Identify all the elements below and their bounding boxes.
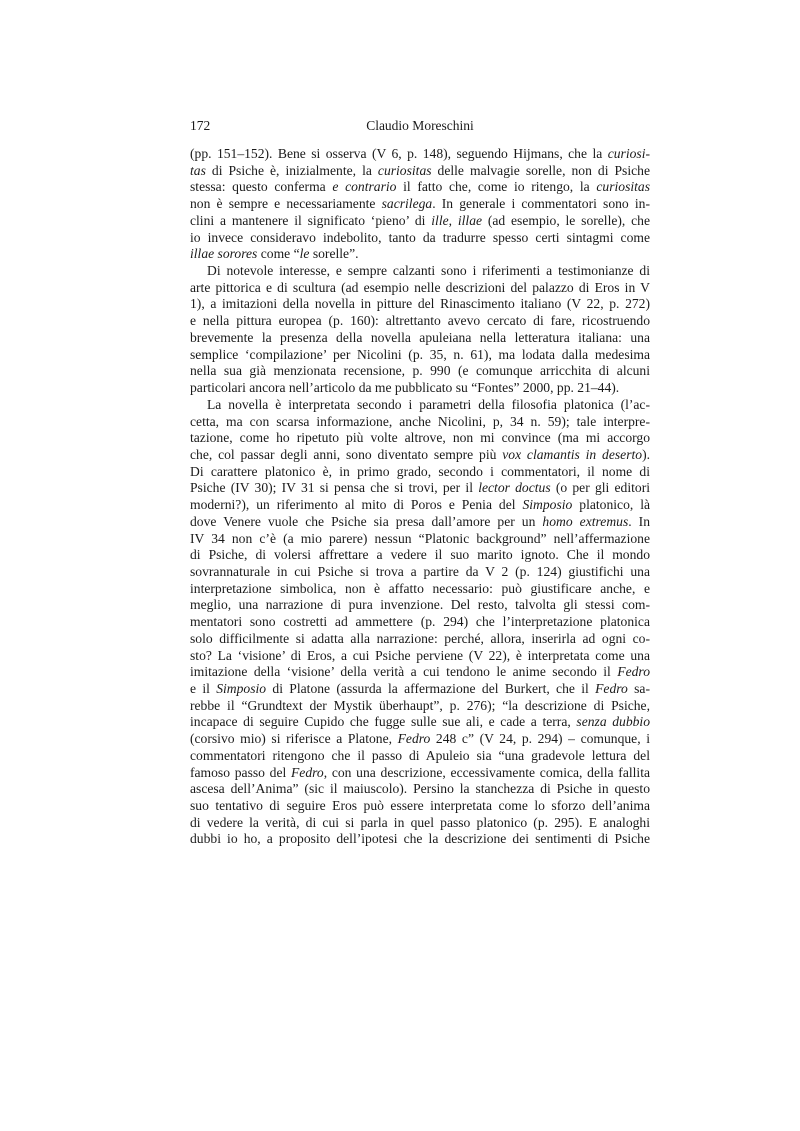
paragraph: [190, 146, 650, 263]
text-line: [190, 681, 650, 698]
italic-text: curiosi-: [607, 146, 650, 161]
italic-text: curiositas: [377, 162, 432, 178]
text-run: il fatto che, come io ritengo, la: [396, 179, 597, 195]
text-run: e il: [190, 681, 217, 696]
text-line: [190, 397, 650, 414]
text-line: [190, 313, 650, 330]
text-run: ).: [642, 446, 650, 462]
text-run: dubbi io ho, a proposito dell’ipotesi che la descrizione dei sentimenti di Psiche: [190, 831, 650, 847]
italic-text: vox clamantis in deserto: [502, 446, 643, 462]
text-run: IV 34 non c’è (a mio parere) nessun “Platonic background” nell’affermazione: [190, 530, 650, 546]
text-run: io invece consideravo indebolito, tanto da tradurre spesso certi sintagmi come: [190, 229, 650, 245]
text-line: [190, 296, 650, 313]
text-line: [190, 798, 650, 815]
italic-text: e contrario: [332, 179, 397, 195]
text-line: [190, 614, 650, 631]
italic-text: Simposio: [216, 681, 267, 696]
text-run: non è sempre e necessariamente: [190, 196, 382, 212]
text-line: [190, 480, 650, 497]
text-run: platonico, là: [572, 497, 651, 513]
text-run: stessa: questo conferma: [190, 179, 333, 195]
text-run: suo tentativo di seguire Eros può essere interpretata come lo sforzo dell’anima: [190, 798, 650, 814]
italic-text: illae sorores: [190, 246, 258, 262]
italic-text: ille: [431, 212, 449, 228]
text-run: sorelle”.: [309, 246, 359, 262]
text-line: [190, 714, 650, 731]
text-line: [190, 380, 650, 397]
text-line: [190, 631, 650, 648]
text-line: [190, 179, 650, 196]
text-run: che, col passar degli anni, sono diventato sempre più: [190, 446, 503, 462]
text-run: tazione, come ho ripetuto più volte altrove, non mi convince (ma mi accorgo: [190, 430, 650, 446]
text-run: particolari ancora nell’articolo da me pubblicato su “Fontes” 2000, pp. 21–44).: [190, 380, 620, 396]
text-line: [190, 330, 650, 347]
text-run: come “: [257, 246, 300, 262]
italic-text: sacrilega: [381, 196, 433, 212]
text-run: . In generale i commentatori sono in-: [432, 196, 650, 212]
text-line: [190, 698, 650, 715]
text-line: [190, 263, 650, 280]
text-run: sto? La ‘visione’ di Eros, a cui Psiche perviene (V 22), è interpretata come una: [190, 647, 650, 663]
text-line: [190, 246, 650, 263]
text-run: meglio, una narrazione di pura invenzione. Del resto, talvolta gli stessi com-: [190, 597, 650, 613]
italic-text: le: [299, 246, 310, 262]
text-run: , con una descrizione, eccessivamente comica, della fallita: [323, 764, 650, 780]
text-run: cetta, ma con scarsa informazione, anche Nicolini, p, 34 n. 59); tale interpre-: [190, 413, 650, 429]
text-run: di Psiche, di volersi affrettare a vedere il suo marito ignoto. Che il mondo: [190, 547, 650, 563]
italic-text: homo extremus: [542, 513, 629, 529]
text-run: delle malvagie sorelle, non di Psiche: [431, 162, 650, 178]
text-run: . In: [628, 513, 650, 529]
text-run: 248 c” (V 24, p. 294) – comunque, i: [430, 731, 650, 747]
text-line: [190, 765, 650, 782]
text-line: [190, 414, 650, 431]
text-run: famoso passo del: [190, 764, 291, 780]
text-run: Di notevole interesse, e sempre calzanti sono i riferimenti a testimonianze di: [207, 263, 650, 279]
text-line: [190, 464, 650, 481]
text-run: sovrannaturale in cui Psiche si trova a partire da V 2 (p. 124) giustifichi una: [190, 563, 650, 579]
text-run: La novella è interpretata secondo i parametri della filosofia platonica (l’ac-: [207, 396, 650, 412]
text-line: [190, 146, 650, 163]
text-run: (o per gli editori: [550, 480, 650, 496]
text-line: [190, 213, 650, 230]
text-run: incapace di seguire Cupido che fugge sulle sue ali, e cade a terra,: [190, 714, 577, 730]
running-head-author: Claudio Moreschini: [366, 118, 474, 133]
text-line: [190, 815, 650, 832]
text-run: e nella pittura europea (p. 160): altrettanto avevo cercato di fare, ricostruendo: [190, 313, 650, 329]
text-line: [190, 597, 650, 614]
text-run: (ad esempio, le sorelle), che: [482, 212, 651, 228]
italic-text: Fedro: [397, 731, 431, 747]
text-run: sa-: [627, 681, 650, 696]
text-run: imitazione della ‘visione’ della verità a cui tendono le anime secondo il: [190, 664, 618, 680]
text-run: moderni?), un riferimento al mito di Poros e Penia del: [190, 497, 523, 513]
text-line: [190, 781, 650, 798]
text-run: dove Venere vuole che Psiche sia presa dall’amore per un: [190, 513, 543, 529]
text-run: nella sua già menzionata recensione, p. 990 (e comunque arricchita di alcuni: [190, 363, 650, 379]
text-line: [190, 280, 650, 297]
running-header: [190, 118, 650, 136]
text-run: arte pittorica e di scultura (ad esempio nelle descrizioni del palazzo di Eros in V: [190, 279, 650, 295]
text-run: (pp. 151–152). Bene si osserva (V 6, p. 148), seguendo Hijmans, che la: [190, 146, 608, 161]
text-run: 1), a imitazioni della novella in pitture del Rinascimento italiano (V 22, p. 272): [190, 296, 650, 312]
text-line: [190, 497, 650, 514]
text-run: rebbe il “Grundtext der Mystik überhaupt”, p. 276); “la descrizione di Psiche,: [190, 697, 650, 713]
text-run: commentatori ritengono che il passo di Apuleio sia “una gradevole lettura del: [190, 747, 650, 763]
paragraph: [190, 263, 650, 397]
text-line: [190, 831, 650, 848]
text-line: [190, 581, 650, 598]
text-run: brevemente la presenza della novella apuleiana nella letteratura italiana: una: [190, 329, 650, 345]
body-text: [190, 146, 650, 848]
text-line: [190, 748, 650, 765]
text-run: di Platone (assurda la affermazione del Burkert, che il: [266, 681, 596, 696]
text-line: [190, 347, 650, 364]
text-run: interpretazione simbolica, non è affatto necessario: può giustificare anche, e: [190, 580, 650, 596]
text-run: ascesa dell’Anima” (sic il maiuscolo). Persino la stanchezza di Psiche in questo: [190, 781, 650, 797]
text-run: semplice ‘compilazione’ per Nicolini (p. 35, n. 61), ma lodata dalla medesima: [190, 346, 650, 362]
text-line: [190, 664, 650, 681]
text-run: ,: [448, 212, 458, 228]
text-line: [190, 163, 650, 180]
text-run: clini a mantenere il significato ‘pieno’ di: [190, 212, 432, 228]
text-run: Psiche (IV 30); IV 31 si pensa che si trovi, per il: [190, 480, 479, 496]
italic-text: Fedro: [617, 664, 650, 680]
text-line: [190, 731, 650, 748]
text-run: mentatori sono costretti ad ammettere (p. 294) che l’interpretazione platonica: [190, 614, 650, 630]
text-line: [190, 447, 650, 464]
paragraph: [190, 397, 650, 848]
text-line: [190, 648, 650, 665]
italic-text: senza dubbio: [576, 714, 651, 730]
text-line: [190, 196, 650, 213]
text-line: [190, 564, 650, 581]
text-line: [190, 430, 650, 447]
italic-text: Simposio: [522, 497, 573, 513]
text-line: [190, 230, 650, 247]
text-line: [190, 514, 650, 531]
italic-text: lector doctus: [478, 480, 551, 496]
italic-text: Fedro: [291, 764, 324, 780]
italic-text: curiositas: [596, 179, 650, 195]
italic-text: tas: [190, 162, 206, 178]
italic-text: Fedro: [595, 681, 628, 696]
text-line: [190, 531, 650, 548]
text-run: Di carattere platonico è, in primo grado, secondo i commentatori, il nome di: [190, 463, 650, 479]
italic-text: illae: [457, 212, 483, 228]
page-number: 172: [190, 118, 211, 133]
text-run: di vedere la verità, di cui si parla in quel passo platonico (p. 295). E analoghi: [190, 814, 650, 830]
text-run: di Psiche è, inizialmente, la: [205, 162, 378, 178]
text-run: (corsivo mio) si riferisce a Platone,: [190, 731, 398, 747]
text-line: [190, 547, 650, 564]
text-run: solo difficilmente si adatta alla narrazione: perché, allora, inserirla ad ogni co-: [190, 630, 650, 646]
text-line: [190, 363, 650, 380]
